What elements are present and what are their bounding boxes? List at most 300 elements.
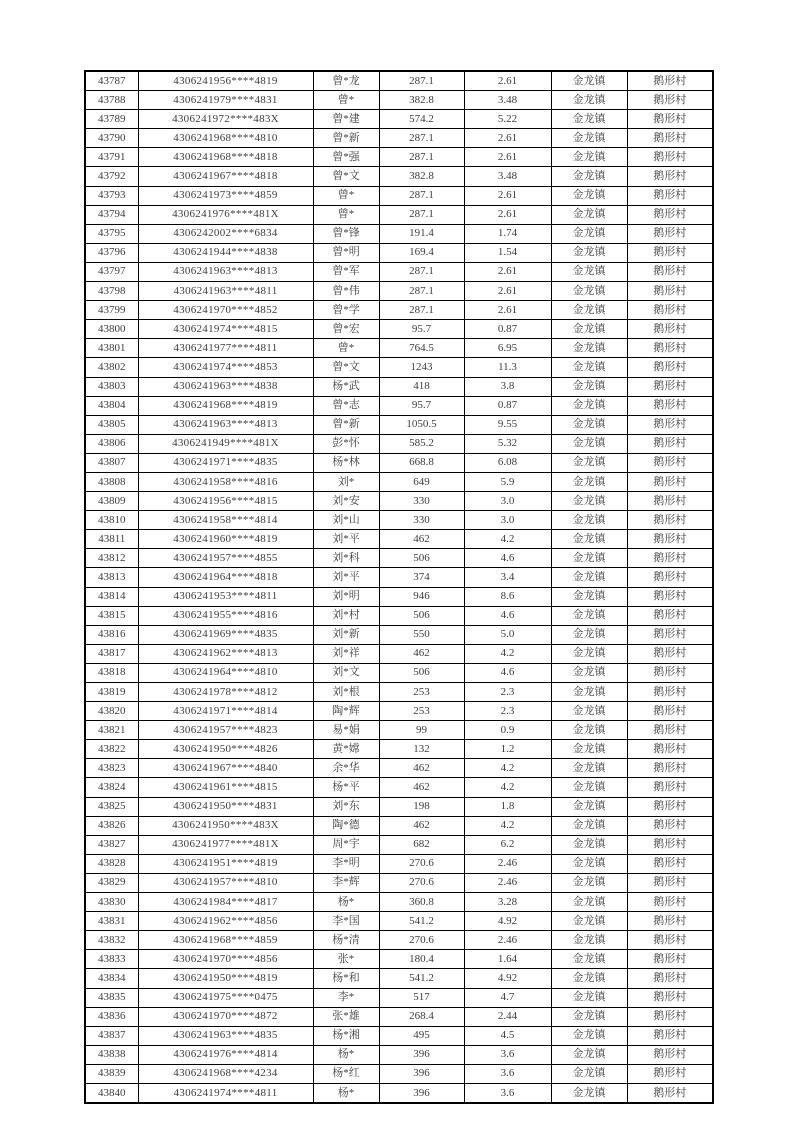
cell-sequence-number: 43801 [85, 339, 138, 358]
cell-masked-id-number: 4306241977****481X [138, 835, 313, 854]
cell-amount-secondary: 2.61 [464, 301, 551, 320]
cell-amount: 506 [379, 663, 464, 682]
cell-sequence-number: 43837 [85, 1026, 138, 1045]
cell-masked-id-number: 4306241968****4859 [138, 931, 313, 950]
cell-town: 金龙镇 [551, 434, 627, 453]
table-row [85, 683, 713, 702]
cell-amount-secondary: 3.6 [464, 1045, 551, 1064]
cell-sequence-number: 43815 [85, 606, 138, 625]
table-row [85, 950, 713, 969]
cell-masked-id-number: 4306241957****4855 [138, 549, 313, 568]
cell-amount-secondary: 0.87 [464, 396, 551, 415]
cell-sequence-number: 43805 [85, 415, 138, 434]
cell-amount: 198 [379, 797, 464, 816]
cell-town: 金龙镇 [551, 721, 627, 740]
cell-town: 金龙镇 [551, 568, 627, 587]
cell-masked-id-number: 4306241950****4826 [138, 740, 313, 759]
cell-town: 金龙镇 [551, 453, 627, 472]
cell-amount: 132 [379, 740, 464, 759]
cell-sequence-number: 43820 [85, 702, 138, 721]
cell-town: 金龙镇 [551, 931, 627, 950]
cell-masked-name: 余*华 [313, 759, 379, 778]
cell-masked-name: 杨*红 [313, 1064, 379, 1083]
cell-amount: 668.8 [379, 453, 464, 472]
cell-town: 金龙镇 [551, 797, 627, 816]
cell-sequence-number: 43823 [85, 759, 138, 778]
cell-amount-secondary: 3.28 [464, 893, 551, 912]
cell-masked-name: 曾*明 [313, 243, 379, 262]
cell-sequence-number: 43832 [85, 931, 138, 950]
cell-sequence-number: 43822 [85, 740, 138, 759]
cell-sequence-number: 43830 [85, 893, 138, 912]
cell-masked-id-number: 4306241963****4811 [138, 282, 313, 301]
cell-masked-name: 曾*伟 [313, 282, 379, 301]
cell-amount-secondary: 1.64 [464, 950, 551, 969]
cell-amount: 517 [379, 988, 464, 1007]
cell-masked-name: 曾* [313, 91, 379, 110]
cell-amount: 287.1 [379, 186, 464, 205]
cell-sequence-number: 43804 [85, 396, 138, 415]
cell-amount: 99 [379, 721, 464, 740]
cell-amount-secondary: 2.61 [464, 186, 551, 205]
cell-amount: 287.1 [379, 282, 464, 301]
cell-masked-id-number: 4306241977****4811 [138, 339, 313, 358]
cell-sequence-number: 43808 [85, 472, 138, 491]
cell-amount-secondary: 2.46 [464, 873, 551, 892]
table-row [85, 530, 713, 549]
cell-masked-name: 曾*文 [313, 358, 379, 377]
cell-masked-id-number: 4306241960****4819 [138, 530, 313, 549]
cell-sequence-number: 43789 [85, 110, 138, 129]
cell-amount: 506 [379, 606, 464, 625]
cell-village: 鹅形村 [627, 1026, 713, 1045]
cell-amount: 1050.5 [379, 415, 464, 434]
cell-amount: 382.8 [379, 167, 464, 186]
cell-masked-id-number: 4306241962****4856 [138, 912, 313, 931]
cell-sequence-number: 43813 [85, 568, 138, 587]
cell-masked-name: 曾*锋 [313, 224, 379, 243]
cell-sequence-number: 43824 [85, 778, 138, 797]
cell-village: 鹅形村 [627, 167, 713, 186]
cell-town: 金龙镇 [551, 873, 627, 892]
cell-masked-id-number: 4306241974****4815 [138, 320, 313, 339]
cell-masked-id-number: 4306241971****4835 [138, 453, 313, 472]
cell-masked-name: 刘* [313, 472, 379, 491]
cell-amount-secondary: 9.55 [464, 415, 551, 434]
cell-sequence-number: 43831 [85, 912, 138, 931]
cell-masked-name: 刘*平 [313, 530, 379, 549]
cell-amount-secondary: 3.6 [464, 1064, 551, 1083]
table-row [85, 129, 713, 148]
cell-town: 金龙镇 [551, 320, 627, 339]
cell-masked-id-number: 4306241963****4838 [138, 377, 313, 396]
cell-amount: 396 [379, 1064, 464, 1083]
cell-village: 鹅形村 [627, 797, 713, 816]
cell-sequence-number: 43793 [85, 186, 138, 205]
table-row [85, 243, 713, 262]
cell-sequence-number: 43836 [85, 1007, 138, 1026]
cell-village: 鹅形村 [627, 778, 713, 797]
table-row [85, 893, 713, 912]
cell-amount-secondary: 6.08 [464, 453, 551, 472]
cell-town: 金龙镇 [551, 893, 627, 912]
cell-amount: 396 [379, 1083, 464, 1103]
table-row [85, 1064, 713, 1083]
cell-town: 金龙镇 [551, 415, 627, 434]
cell-sequence-number: 43828 [85, 854, 138, 873]
cell-village: 鹅形村 [627, 606, 713, 625]
cell-village: 鹅形村 [627, 721, 713, 740]
cell-village: 鹅形村 [627, 835, 713, 854]
cell-amount: 462 [379, 759, 464, 778]
table-row [85, 702, 713, 721]
cell-village: 鹅形村 [627, 549, 713, 568]
cell-amount-secondary: 5.32 [464, 434, 551, 453]
cell-masked-name: 杨*平 [313, 778, 379, 797]
cell-village: 鹅形村 [627, 816, 713, 835]
cell-masked-id-number: 4306241964****4810 [138, 663, 313, 682]
table-row [85, 606, 713, 625]
table-row [85, 568, 713, 587]
cell-amount-secondary: 4.2 [464, 816, 551, 835]
cell-masked-id-number: 4306241968****4810 [138, 129, 313, 148]
cell-village: 鹅形村 [627, 492, 713, 511]
table-row [85, 71, 713, 91]
cell-village: 鹅形村 [627, 71, 713, 91]
cell-amount: 95.7 [379, 320, 464, 339]
cell-amount: 946 [379, 587, 464, 606]
cell-masked-name: 曾* [313, 186, 379, 205]
cell-masked-id-number: 4306241961****4815 [138, 778, 313, 797]
cell-amount-secondary: 2.46 [464, 854, 551, 873]
cell-village: 鹅形村 [627, 396, 713, 415]
cell-amount: 270.6 [379, 931, 464, 950]
cell-town: 金龙镇 [551, 358, 627, 377]
cell-town: 金龙镇 [551, 167, 627, 186]
cell-town: 金龙镇 [551, 530, 627, 549]
cell-village: 鹅形村 [627, 205, 713, 224]
cell-amount: 169.4 [379, 243, 464, 262]
table-row [85, 511, 713, 530]
cell-sequence-number: 43803 [85, 377, 138, 396]
cell-amount: 180.4 [379, 950, 464, 969]
cell-sequence-number: 43796 [85, 243, 138, 262]
cell-amount-secondary: 2.61 [464, 205, 551, 224]
cell-sequence-number: 43838 [85, 1045, 138, 1064]
cell-amount: 191.4 [379, 224, 464, 243]
table-row [85, 721, 713, 740]
cell-village: 鹅形村 [627, 129, 713, 148]
cell-masked-id-number: 4306241955****4816 [138, 606, 313, 625]
cell-masked-id-number: 4306241957****4823 [138, 721, 313, 740]
cell-masked-name: 杨* [313, 1045, 379, 1064]
cell-masked-name: 李* [313, 988, 379, 1007]
cell-masked-id-number: 4306241964****4818 [138, 568, 313, 587]
cell-amount-secondary: 4.92 [464, 912, 551, 931]
cell-amount-secondary: 0.9 [464, 721, 551, 740]
cell-amount-secondary: 1.8 [464, 797, 551, 816]
cell-village: 鹅形村 [627, 262, 713, 281]
cell-amount-secondary: 11.3 [464, 358, 551, 377]
cell-town: 金龙镇 [551, 663, 627, 682]
cell-amount-secondary: 1.74 [464, 224, 551, 243]
cell-masked-id-number: 4306241973****4859 [138, 186, 313, 205]
cell-amount-secondary: 3.48 [464, 91, 551, 110]
cell-sequence-number: 43821 [85, 721, 138, 740]
cell-masked-name: 曾*学 [313, 301, 379, 320]
table-row [85, 854, 713, 873]
table-row [85, 224, 713, 243]
cell-masked-name: 刘*文 [313, 663, 379, 682]
table-row [85, 663, 713, 682]
cell-sequence-number: 43787 [85, 71, 138, 91]
table-row [85, 434, 713, 453]
cell-town: 金龙镇 [551, 511, 627, 530]
cell-masked-id-number: 4306241957****4810 [138, 873, 313, 892]
cell-sequence-number: 43811 [85, 530, 138, 549]
cell-masked-id-number: 4306241968****4234 [138, 1064, 313, 1083]
cell-sequence-number: 43800 [85, 320, 138, 339]
cell-town: 金龙镇 [551, 988, 627, 1007]
table-row [85, 110, 713, 129]
cell-amount-secondary: 4.7 [464, 988, 551, 1007]
cell-masked-name: 刘*村 [313, 606, 379, 625]
table-row [85, 1083, 713, 1103]
cell-amount-secondary: 2.46 [464, 931, 551, 950]
cell-village: 鹅形村 [627, 282, 713, 301]
cell-masked-name: 杨*林 [313, 453, 379, 472]
cell-amount: 95.7 [379, 396, 464, 415]
cell-amount-secondary: 3.4 [464, 568, 551, 587]
cell-sequence-number: 43840 [85, 1083, 138, 1103]
cell-masked-name: 刘*根 [313, 683, 379, 702]
cell-amount-secondary: 4.6 [464, 606, 551, 625]
table-row [85, 759, 713, 778]
cell-masked-name: 刘*明 [313, 587, 379, 606]
cell-masked-id-number: 4306241979****4831 [138, 91, 313, 110]
cell-masked-id-number: 4306242002****6834 [138, 224, 313, 243]
cell-amount-secondary: 0.87 [464, 320, 551, 339]
cell-masked-id-number: 4306241949****481X [138, 434, 313, 453]
cell-town: 金龙镇 [551, 778, 627, 797]
cell-village: 鹅形村 [627, 873, 713, 892]
cell-masked-name: 曾*军 [313, 262, 379, 281]
cell-amount: 253 [379, 702, 464, 721]
cell-village: 鹅形村 [627, 377, 713, 396]
cell-village: 鹅形村 [627, 644, 713, 663]
cell-village: 鹅形村 [627, 683, 713, 702]
table-row [85, 816, 713, 835]
cell-amount-secondary: 3.0 [464, 492, 551, 511]
cell-amount-secondary: 5.9 [464, 472, 551, 491]
cell-masked-id-number: 4306241944****4838 [138, 243, 313, 262]
cell-village: 鹅形村 [627, 759, 713, 778]
cell-sequence-number: 43791 [85, 148, 138, 167]
cell-amount: 287.1 [379, 301, 464, 320]
cell-town: 金龙镇 [551, 110, 627, 129]
table-row [85, 912, 713, 931]
cell-town: 金龙镇 [551, 205, 627, 224]
cell-sequence-number: 43790 [85, 129, 138, 148]
cell-masked-id-number: 4306241953****4811 [138, 587, 313, 606]
cell-amount-secondary: 2.61 [464, 282, 551, 301]
cell-amount: 541.2 [379, 912, 464, 931]
cell-town: 金龙镇 [551, 224, 627, 243]
cell-amount-secondary: 4.6 [464, 549, 551, 568]
table-row [85, 1007, 713, 1026]
cell-village: 鹅形村 [627, 301, 713, 320]
cell-masked-name: 曾*龙 [313, 71, 379, 91]
cell-masked-name: 黄*嫦 [313, 740, 379, 759]
cell-sequence-number: 43814 [85, 587, 138, 606]
cell-village: 鹅形村 [627, 110, 713, 129]
cell-amount: 682 [379, 835, 464, 854]
cell-masked-name: 刘*东 [313, 797, 379, 816]
cell-town: 金龙镇 [551, 1064, 627, 1083]
cell-masked-name: 刘*祥 [313, 644, 379, 663]
table-row [85, 262, 713, 281]
cell-masked-name: 曾*新 [313, 415, 379, 434]
cell-amount-secondary: 1.54 [464, 243, 551, 262]
cell-masked-name: 刘*平 [313, 568, 379, 587]
cell-town: 金龙镇 [551, 549, 627, 568]
cell-village: 鹅形村 [627, 453, 713, 472]
cell-amount: 462 [379, 816, 464, 835]
table-row [85, 167, 713, 186]
cell-amount: 462 [379, 644, 464, 663]
cell-amount: 462 [379, 530, 464, 549]
cell-sequence-number: 43819 [85, 683, 138, 702]
cell-town: 金龙镇 [551, 759, 627, 778]
cell-village: 鹅形村 [627, 511, 713, 530]
cell-amount-secondary: 8.6 [464, 587, 551, 606]
cell-town: 金龙镇 [551, 301, 627, 320]
cell-amount-secondary: 4.2 [464, 759, 551, 778]
cell-town: 金龙镇 [551, 396, 627, 415]
cell-amount: 506 [379, 549, 464, 568]
cell-masked-name: 陶*辉 [313, 702, 379, 721]
cell-amount: 495 [379, 1026, 464, 1045]
cell-amount: 268.4 [379, 1007, 464, 1026]
cell-amount-secondary: 6.95 [464, 339, 551, 358]
cell-sequence-number: 43802 [85, 358, 138, 377]
cell-town: 金龙镇 [551, 492, 627, 511]
cell-amount: 287.1 [379, 148, 464, 167]
cell-masked-id-number: 4306241970****4872 [138, 1007, 313, 1026]
cell-town: 金龙镇 [551, 835, 627, 854]
cell-sequence-number: 43816 [85, 625, 138, 644]
cell-sequence-number: 43810 [85, 511, 138, 530]
cell-town: 金龙镇 [551, 262, 627, 281]
cell-masked-name: 刘*山 [313, 511, 379, 530]
table-row [85, 148, 713, 167]
cell-village: 鹅形村 [627, 434, 713, 453]
cell-masked-id-number: 4306241967****4818 [138, 167, 313, 186]
cell-amount: 418 [379, 377, 464, 396]
cell-masked-name: 易*娟 [313, 721, 379, 740]
cell-masked-name: 张*雄 [313, 1007, 379, 1026]
cell-amount: 287.1 [379, 262, 464, 281]
table-row [85, 644, 713, 663]
cell-town: 金龙镇 [551, 950, 627, 969]
cell-town: 金龙镇 [551, 71, 627, 91]
cell-village: 鹅形村 [627, 568, 713, 587]
cell-town: 金龙镇 [551, 969, 627, 988]
cell-village: 鹅形村 [627, 950, 713, 969]
cell-amount: 253 [379, 683, 464, 702]
cell-amount-secondary: 4.2 [464, 778, 551, 797]
cell-town: 金龙镇 [551, 186, 627, 205]
table-row [85, 282, 713, 301]
cell-amount-secondary: 4.2 [464, 644, 551, 663]
cell-amount-secondary: 5.0 [464, 625, 551, 644]
cell-village: 鹅形村 [627, 893, 713, 912]
cell-village: 鹅形村 [627, 1045, 713, 1064]
cell-amount: 287.1 [379, 129, 464, 148]
cell-town: 金龙镇 [551, 1045, 627, 1064]
cell-village: 鹅形村 [627, 91, 713, 110]
cell-sequence-number: 43812 [85, 549, 138, 568]
cell-amount: 382.8 [379, 91, 464, 110]
cell-amount-secondary: 4.5 [464, 1026, 551, 1045]
table-row [85, 873, 713, 892]
cell-amount: 764.5 [379, 339, 464, 358]
cell-masked-id-number: 4306241974****4811 [138, 1083, 313, 1103]
table-row [85, 205, 713, 224]
cell-amount-secondary: 3.0 [464, 511, 551, 530]
cell-amount-secondary: 4.6 [464, 663, 551, 682]
cell-amount-secondary: 2.3 [464, 702, 551, 721]
table-row [85, 835, 713, 854]
cell-masked-name: 刘*新 [313, 625, 379, 644]
cell-masked-name: 刘*安 [313, 492, 379, 511]
cell-sequence-number: 43795 [85, 224, 138, 243]
cell-sequence-number: 43807 [85, 453, 138, 472]
cell-village: 鹅形村 [627, 663, 713, 682]
cell-masked-name: 曾* [313, 205, 379, 224]
cell-village: 鹅形村 [627, 472, 713, 491]
cell-sequence-number: 43809 [85, 492, 138, 511]
table-row [85, 339, 713, 358]
cell-village: 鹅形村 [627, 243, 713, 262]
cell-masked-name: 周*宇 [313, 835, 379, 854]
table-row [85, 472, 713, 491]
cell-amount-secondary: 2.61 [464, 148, 551, 167]
cell-masked-id-number: 4306241950****4819 [138, 969, 313, 988]
cell-amount: 1243 [379, 358, 464, 377]
cell-village: 鹅形村 [627, 530, 713, 549]
cell-amount: 396 [379, 1045, 464, 1064]
cell-amount: 287.1 [379, 71, 464, 91]
cell-village: 鹅形村 [627, 969, 713, 988]
cell-amount-secondary: 4.92 [464, 969, 551, 988]
cell-sequence-number: 43826 [85, 816, 138, 835]
table-row [85, 549, 713, 568]
cell-village: 鹅形村 [627, 1064, 713, 1083]
cell-amount: 330 [379, 492, 464, 511]
cell-amount: 574.2 [379, 110, 464, 129]
cell-sequence-number: 43797 [85, 262, 138, 281]
table-row [85, 91, 713, 110]
cell-masked-id-number: 4306241968****4818 [138, 148, 313, 167]
cell-masked-id-number: 4306241962****4813 [138, 644, 313, 663]
cell-town: 金龙镇 [551, 1026, 627, 1045]
cell-amount: 550 [379, 625, 464, 644]
cell-sequence-number: 43834 [85, 969, 138, 988]
cell-village: 鹅形村 [627, 339, 713, 358]
cell-village: 鹅形村 [627, 1083, 713, 1103]
cell-masked-name: 曾*强 [313, 148, 379, 167]
